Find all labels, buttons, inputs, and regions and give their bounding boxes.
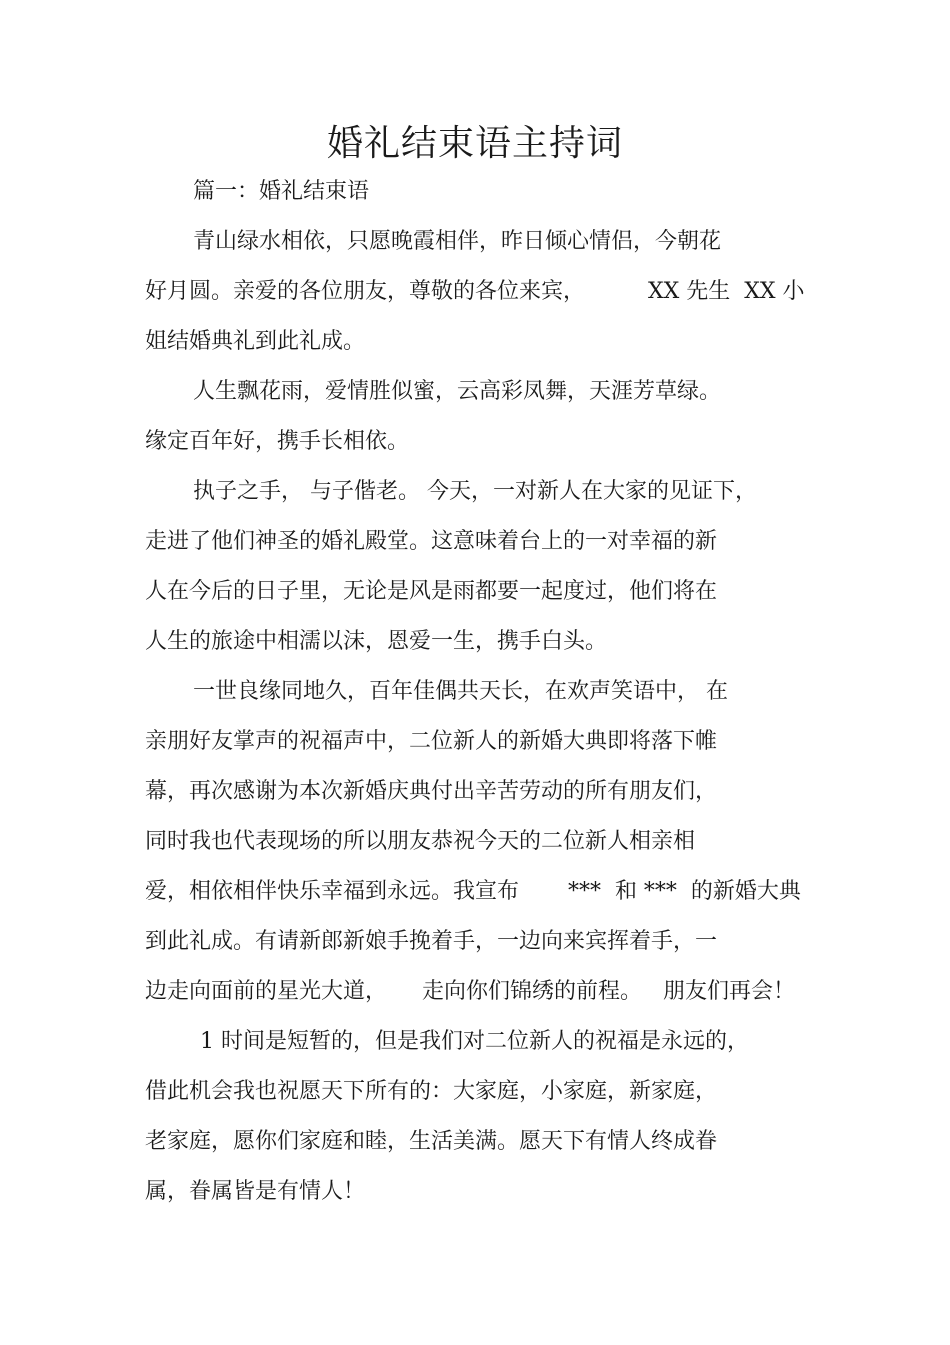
paragraph-line: 青山绿水相依，只愿晚霞相伴，昨日倾心情侣，今朝花	[193, 229, 722, 254]
paragraph-line: 到此礼成。有请新郎新娘手挽着手，一边向来宾挥着手，一	[145, 929, 718, 954]
paragraph-line: 姐结婚典礼到此礼成。	[145, 329, 366, 354]
document-title: 婚礼结束语主持词	[326, 123, 623, 164]
paragraph-line: 属，眷属皆是有情人！	[145, 1179, 366, 1204]
paragraph-line: 人生的旅途中相濡以沫，恩爱一生，携手白头。	[145, 629, 608, 654]
paragraph-line: 缘定百年好，携手长相依。	[145, 429, 410, 454]
paragraph-line: 老家庭，愿你们家庭和睦，生活美满。愿天下有情人终成眷	[145, 1129, 718, 1154]
paragraph-line: 边走向面前的星光大道， 走向你们锦绣的前程。 朋友们再会！	[145, 979, 795, 1004]
paragraph-line: 亲朋好友掌声的祝福声中，二位新人的新婚大典即将落下帷	[145, 729, 718, 754]
paragraph-line: 走进了他们神圣的婚礼殿堂。这意味着台上的一对幸福的新	[145, 529, 718, 554]
paragraph-line: 人在今后的日子里，无论是风是雨都要一起度过，他们将在	[145, 579, 718, 604]
paragraph-line: 同时我也代表现场的所以朋友恭祝今天的二位新人相亲相	[145, 829, 696, 854]
paragraph-line: 执子之手， 与子偕老。 今天，一对新人在大家的见证下，	[193, 479, 757, 504]
paragraph-line: 好月圆。亲爱的各位朋友，尊敬的各位来宾， XX 先生 XX 小	[145, 279, 805, 304]
section-heading: 篇一：婚礼结束语	[193, 179, 370, 204]
paragraph-line: 幕，再次感谢为本次新婚庆典付出辛苦劳动的所有朋友们，	[145, 779, 718, 804]
paragraph-line: 一世良缘同地久，百年佳偶共天长，在欢声笑语中， 在	[193, 679, 728, 704]
paragraph-line: 爱，相依相伴快乐幸福到永远。我宣布 *** 和 *** 的新婚大典	[145, 879, 801, 904]
paragraph-line: 人生飘花雨，爱情胜似蜜，云高彩凤舞，天涯芳草绿。	[193, 379, 722, 404]
paragraph-line: 借此机会我也祝愿天下所有的：大家庭，小家庭，新家庭，	[145, 1079, 718, 1104]
paragraph-line: 1 时间是短暂的，但是我们对二位新人的祝福是永远的，	[193, 1029, 749, 1054]
